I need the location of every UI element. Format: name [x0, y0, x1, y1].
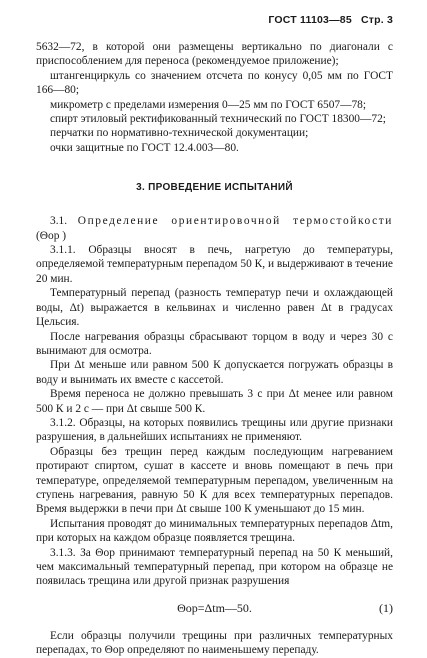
paragraph-after-heating: После нагревания образцы сбрасывают торцом в воду и через 30 с вынимают для осмотра.: [36, 330, 393, 357]
page-content: [36, 40, 393, 658]
formula-expression: Θор=Δtm—50.: [177, 600, 252, 615]
intro-line-6: очки защитные по ГОСТ 12.4.003—80.: [50, 141, 239, 154]
intro-line-2: штангенциркуль со значением отсчета по конусу 0,05 мм по ГОСТ 166—80;: [36, 69, 393, 97]
intro-line-1: 5632—72, в которой они размещены вертикально по диагонали с приспособлением для переноса (рекомендуемое приложение);: [36, 41, 393, 68]
page-number: Стр. 3: [360, 14, 393, 26]
paragraph-cassette: При Δt меньше или равном 500 К допускается погружать образцы в воду и вынимать их вместе с кассетой.: [36, 359, 393, 386]
paragraph-transfer-time: Время переноса не должно превышать 3 с при Δt менее или равном 500 К и 2 с — при Δt свыше 500 К.: [36, 388, 393, 415]
clause-3-1-3: 3.1.3. За Θор принимают температурный перепад на 50 К меньший, чем максимальный температурный перепад, при котором на образце не появилась трещина или другой признак разрушения: [36, 546, 393, 588]
clause-3-1-number: 3.1.: [50, 215, 78, 228]
formula-1: [36, 597, 393, 619]
intro-line-4: спирт этиловый ректификованный технический по ГОСТ 18300—72;: [50, 113, 386, 126]
paragraph-samples-without-cracks: Образцы без трещин перед каждым последующим нагреванием протирают спиртом, сушат в кассете и вновь помещают в печь при температуре, определяемой температурным перепадом, увеличенным на ступень нагревания, равную 50 К для всех температурных перепадов. Время выдержки в печи при Δt свыше 100 К уменьшают до 15 мин.: [36, 445, 393, 516]
paragraph-tests-until: Испытания проводят до минимальных температурных перепадов Δtm, при которых на каждом образце появляется трещина.: [36, 517, 393, 545]
paragraph-minimum-drop: Если образцы получили трещины при различных температурных перепадах, то Θор определяют по наименьшему перепаду.: [36, 629, 393, 657]
clause-3-1: [36, 214, 393, 243]
page-header: [262, 14, 393, 26]
formula-number: (1): [379, 600, 393, 615]
clause-3-1-2: 3.1.2. Образцы, на которых появились трещины или другие признаки разрушения, в дальнейших испытаниях не применяют.: [36, 416, 393, 444]
paragraph-temperature-drop: Температурный перепад (разность температур печи и охлаждающей воды, Δt) выражается в кельвинах и численно равен Δt в градусах Цельсия.: [36, 287, 393, 329]
standard-number: ГОСТ 11103—85: [268, 14, 352, 26]
clause-3-1-symbol: (Θор ): [36, 229, 67, 242]
intro-line-3: микрометр с пределами измерения 0—25 мм по ГОСТ 6507—78;: [50, 98, 367, 111]
intro-line-5: перчатки по нормативно-технической документации;: [50, 127, 309, 140]
section-title: 3. ПРОВЕДЕНИЕ ИСПЫТАНИЙ: [136, 182, 293, 194]
clause-3-1-heading: Определение ориентировочной термостойкости: [77, 215, 394, 228]
clause-3-1-1: 3.1.1. Образцы вносят в печь, нагретую до температуры, определяемой температурным перепадом 50 К, и выдерживают в течение 20 мин.: [36, 244, 393, 285]
